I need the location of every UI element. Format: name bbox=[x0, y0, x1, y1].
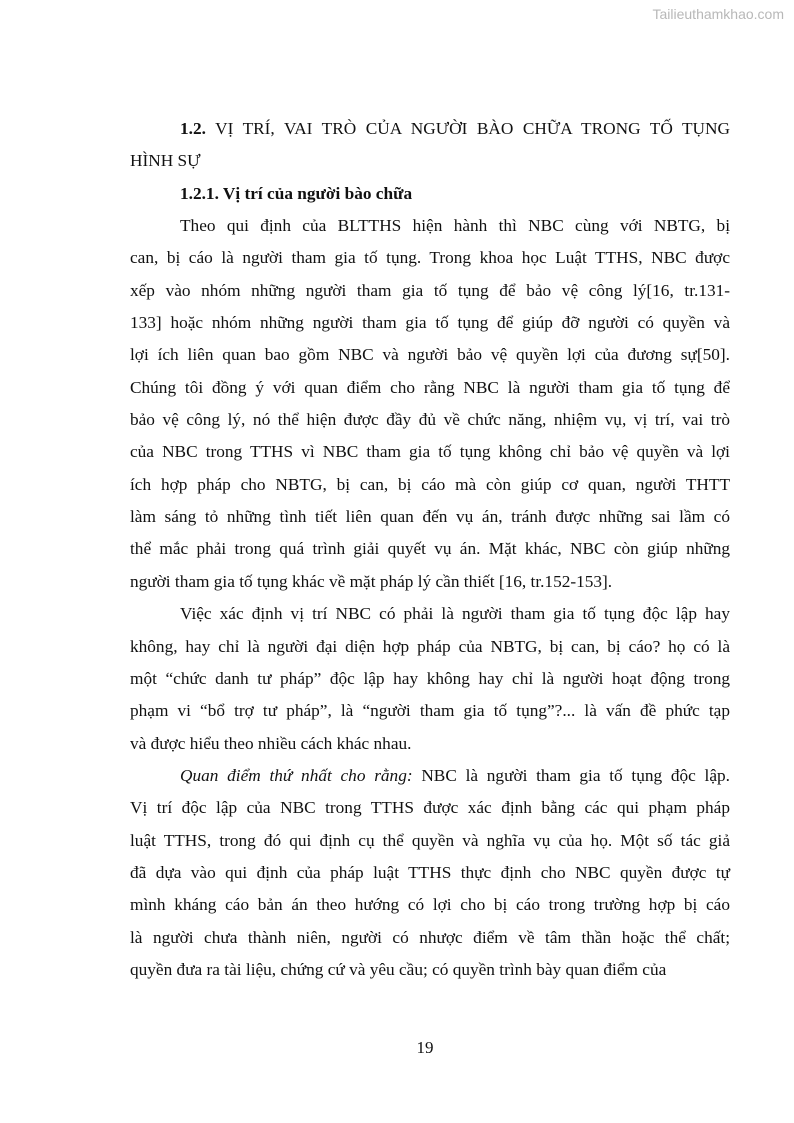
text-line: phạm vi “bổ trợ tư pháp”, là “người tham gia tố tụng”?... là vấn đề phức tạp bbox=[130, 701, 730, 721]
section-title-line2: HÌNH SỰ bbox=[130, 151, 201, 171]
paragraph bbox=[130, 598, 730, 760]
text-line: là người chưa thành niên, người có nhược điểm về tâm thần hoặc thể chất; bbox=[130, 927, 730, 947]
section-heading bbox=[130, 113, 730, 145]
text-line: Vị trí độc lập của NBC trong TTHS được xác định bằng các qui phạm pháp bbox=[130, 798, 730, 818]
text-line: không, hay chỉ là người đại diện hợp pháp của NBTG, bị can, bị cáo? họ có là bbox=[130, 636, 730, 656]
section-number: 1.2. bbox=[180, 119, 206, 138]
document-body bbox=[130, 113, 730, 986]
text-line: luật TTHS, trong đó qui định cụ thể quyền và nghĩa vụ của họ. Một số tác giả bbox=[130, 830, 730, 850]
line-text: NBC là người tham gia tố tụng độc lập. bbox=[412, 765, 730, 785]
text-line: can, bị cáo là người tham gia tố tụng. Trong khoa học Luật TTHS, NBC được bbox=[130, 248, 730, 268]
page-number: 19 bbox=[416, 1038, 434, 1057]
paragraph bbox=[130, 210, 730, 598]
text-line: mình kháng cáo bản án theo hướng có lợi cho bị cáo trong trường hợp bị cáo bbox=[130, 895, 730, 915]
text-line: bảo vệ công lý, nó thể hiện được đầy đủ về chức năng, nhiệm vụ, vị trí, vai trò bbox=[130, 410, 730, 430]
text-line: làm sáng tỏ những tình tiết liên quan đến vụ án, tránh được những sai lầm có bbox=[130, 507, 730, 527]
text-line: ích hợp pháp cho NBTG, bị can, bị cáo mà còn giúp cơ quan, người THTT bbox=[130, 474, 730, 494]
subsection-heading: 1.2.1. Vị trí của người bào chữa bbox=[180, 183, 413, 203]
text-line: 133] hoặc nhóm những người tham gia tố tụng để giúp đỡ người có quyền và bbox=[130, 313, 730, 333]
paragraphs bbox=[130, 210, 730, 986]
text-line: Việc xác định vị trí NBC có phải là người tham gia tố tụng độc lập hay bbox=[180, 604, 730, 624]
paragraph bbox=[130, 760, 730, 986]
text-line: và được hiểu theo nhiều cách khác nhau. bbox=[130, 733, 412, 753]
text-line: đã dựa vào qui định của pháp luật TTHS thực định cho NBC quyền được tự bbox=[130, 862, 730, 882]
text-line: lợi ích liên quan bao gồm NBC và người bảo vệ quyền lợi của đương sự[50]. bbox=[130, 345, 730, 365]
text-line: quyền đưa ra tài liệu, chứng cứ và yêu cầu; có quyền trình bày quan điểm của bbox=[130, 959, 667, 979]
text-line: thể mắc phải trong quá trình giải quyết vụ án. Mặt khác, NBC còn giúp những bbox=[130, 539, 730, 559]
text-line: của NBC trong TTHS vì NBC tham gia tố tụng không chỉ bảo vệ quyền và lợi bbox=[130, 442, 730, 462]
text-line: một “chức danh tư pháp” độc lập hay không hay chỉ là người hoạt động trong bbox=[130, 668, 730, 688]
text-line: người tham gia tố tụng khác về mặt pháp lý cần thiết [16, tr.152-153]. bbox=[130, 571, 613, 591]
text-line: Chúng tôi đồng ý với quan điểm cho rằng NBC là người tham gia tố tụng để bbox=[130, 377, 730, 397]
section-title-line1: VỊ TRÍ, VAI TRÒ CỦA NGƯỜI BÀO CHỮA TRONG TỐ TỤNG bbox=[215, 119, 731, 138]
watermark: Tailieuthamkhao.com bbox=[652, 6, 784, 22]
text-line: Theo qui định của BLTTHS hiện hành thì NBC cùng với NBTG, bị bbox=[180, 216, 730, 236]
text-line bbox=[130, 760, 730, 792]
italic-lead: Quan điểm thứ nhất cho rằng: bbox=[180, 765, 413, 785]
text-line: xếp vào nhóm những người tham gia tố tụng để bảo vệ công lý[16, tr.131- bbox=[130, 280, 730, 300]
